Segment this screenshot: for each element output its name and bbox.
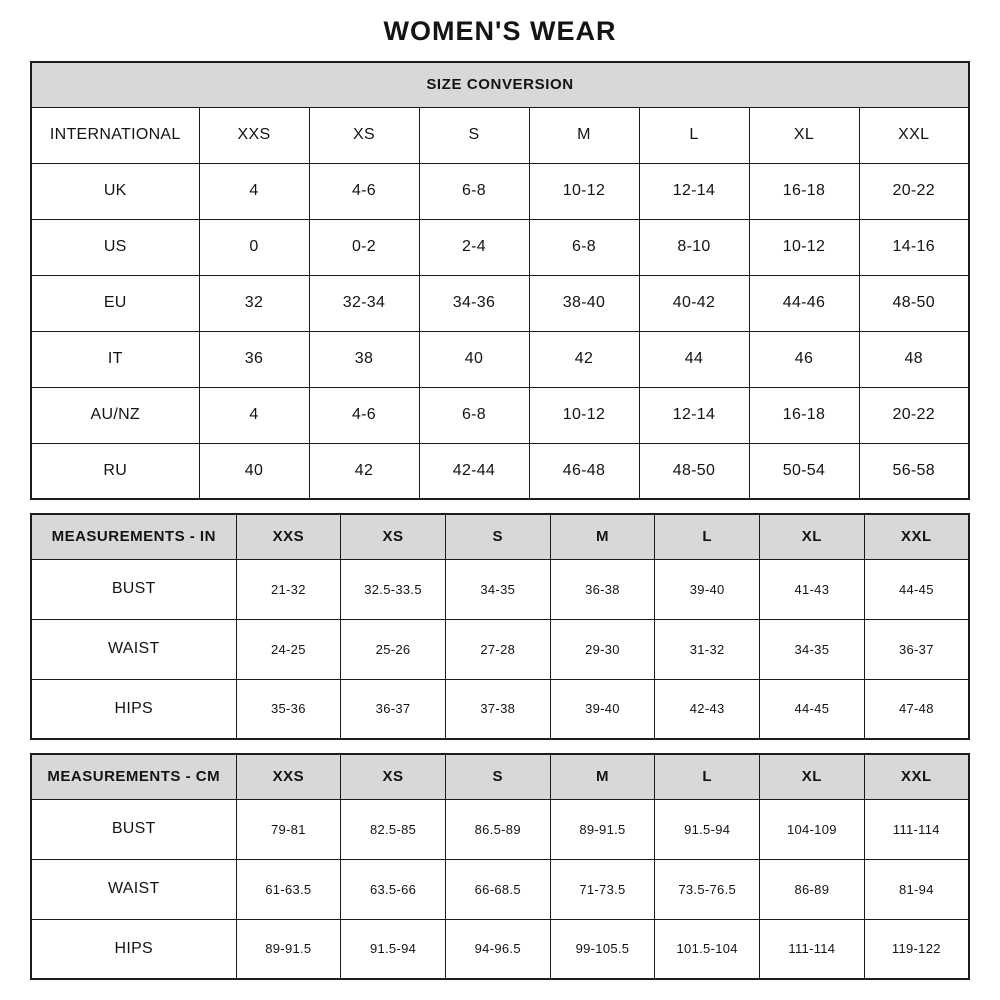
value-cell: 20-22 xyxy=(859,163,969,219)
header-size-cell: XXL xyxy=(864,754,969,799)
value-cell: 36-38 xyxy=(550,559,655,619)
table-row xyxy=(31,559,969,619)
value-cell: 6-8 xyxy=(419,163,529,219)
value-cell: 82.5-85 xyxy=(341,799,446,859)
value-cell: 21-32 xyxy=(236,559,341,619)
value-cell: 73.5-76.5 xyxy=(655,859,760,919)
value-cell: 6-8 xyxy=(419,387,529,443)
row-label: BUST xyxy=(31,799,236,859)
measurements-cm-body xyxy=(31,754,969,979)
value-cell: 0 xyxy=(199,219,309,275)
value-cell: 111-114 xyxy=(760,919,865,979)
value-cell: 66-68.5 xyxy=(445,859,550,919)
row-label: UK xyxy=(31,163,199,219)
row-label: HIPS xyxy=(31,679,236,739)
header-size-cell: L xyxy=(655,754,760,799)
value-cell: 32.5-33.5 xyxy=(341,559,446,619)
value-cell: 86.5-89 xyxy=(445,799,550,859)
value-cell: 46-48 xyxy=(529,443,639,499)
table-row xyxy=(31,859,969,919)
value-cell: 12-14 xyxy=(639,163,749,219)
row-label: WAIST xyxy=(31,619,236,679)
table-row xyxy=(31,219,969,275)
table-header-row xyxy=(31,514,969,559)
row-label: AU/NZ xyxy=(31,387,199,443)
value-cell: 89-91.5 xyxy=(550,799,655,859)
row-label: RU xyxy=(31,443,199,499)
value-cell: 79-81 xyxy=(236,799,341,859)
size-conversion-table xyxy=(30,61,970,500)
header-size-cell: XXL xyxy=(859,107,969,163)
value-cell: 111-114 xyxy=(864,799,969,859)
header-size-cell: S xyxy=(419,107,529,163)
value-cell: 32 xyxy=(199,275,309,331)
row-label: WAIST xyxy=(31,859,236,919)
row-label: IT xyxy=(31,331,199,387)
header-size-cell: XL xyxy=(760,754,865,799)
header-size-cell: XXS xyxy=(236,514,341,559)
header-size-cell: L xyxy=(639,107,749,163)
value-cell: 50-54 xyxy=(749,443,859,499)
table-row xyxy=(31,443,969,499)
measurements-cm-table xyxy=(30,753,970,980)
header-label-cell: MEASUREMENTS - CM xyxy=(31,754,236,799)
value-cell: 44-46 xyxy=(749,275,859,331)
value-cell: 61-63.5 xyxy=(236,859,341,919)
measurements-in-body xyxy=(31,514,969,739)
value-cell: 4-6 xyxy=(309,387,419,443)
value-cell: 8-10 xyxy=(639,219,749,275)
header-size-cell: XL xyxy=(760,514,865,559)
value-cell: 47-48 xyxy=(864,679,969,739)
value-cell: 31-32 xyxy=(655,619,760,679)
value-cell: 56-58 xyxy=(859,443,969,499)
table-row xyxy=(31,275,969,331)
header-size-cell: XXS xyxy=(236,754,341,799)
header-size-cell: M xyxy=(550,754,655,799)
value-cell: 48-50 xyxy=(859,275,969,331)
value-cell: 63.5-66 xyxy=(341,859,446,919)
value-cell: 99-105.5 xyxy=(550,919,655,979)
value-cell: 34-36 xyxy=(419,275,529,331)
table-banner-row xyxy=(31,62,969,107)
header-size-cell: M xyxy=(550,514,655,559)
value-cell: 34-35 xyxy=(760,619,865,679)
value-cell: 32-34 xyxy=(309,275,419,331)
header-size-cell: M xyxy=(529,107,639,163)
table-row xyxy=(31,679,969,739)
header-size-cell: L xyxy=(655,514,760,559)
header-size-cell: XXS xyxy=(199,107,309,163)
value-cell: 39-40 xyxy=(655,559,760,619)
value-cell: 42-43 xyxy=(655,679,760,739)
value-cell: 71-73.5 xyxy=(550,859,655,919)
value-cell: 4 xyxy=(199,387,309,443)
value-cell: 81-94 xyxy=(864,859,969,919)
value-cell: 14-16 xyxy=(859,219,969,275)
table-row xyxy=(31,163,969,219)
value-cell: 12-14 xyxy=(639,387,749,443)
page-title: WOMEN'S WEAR xyxy=(383,16,617,46)
value-cell: 36-37 xyxy=(864,619,969,679)
header-label-cell: INTERNATIONAL xyxy=(31,107,199,163)
value-cell: 16-18 xyxy=(749,387,859,443)
value-cell: 38-40 xyxy=(529,275,639,331)
value-cell: 27-28 xyxy=(445,619,550,679)
header-size-cell: S xyxy=(445,754,550,799)
value-cell: 39-40 xyxy=(550,679,655,739)
value-cell: 91.5-94 xyxy=(655,799,760,859)
value-cell: 36-37 xyxy=(341,679,446,739)
value-cell: 104-109 xyxy=(760,799,865,859)
value-cell: 86-89 xyxy=(760,859,865,919)
value-cell: 29-30 xyxy=(550,619,655,679)
header-size-cell: XXL xyxy=(864,514,969,559)
table-header-row xyxy=(31,107,969,163)
header-size-cell: XS xyxy=(341,754,446,799)
header-size-cell: XL xyxy=(749,107,859,163)
value-cell: 91.5-94 xyxy=(341,919,446,979)
table-row xyxy=(31,619,969,679)
value-cell: 48 xyxy=(859,331,969,387)
value-cell: 16-18 xyxy=(749,163,859,219)
value-cell: 94-96.5 xyxy=(445,919,550,979)
value-cell: 44-45 xyxy=(760,679,865,739)
table-row xyxy=(31,799,969,859)
value-cell: 101.5-104 xyxy=(655,919,760,979)
header-label-cell: MEASUREMENTS - IN xyxy=(31,514,236,559)
value-cell: 40 xyxy=(419,331,529,387)
value-cell: 46 xyxy=(749,331,859,387)
value-cell: 40 xyxy=(199,443,309,499)
value-cell: 0-2 xyxy=(309,219,419,275)
value-cell: 42 xyxy=(529,331,639,387)
value-cell: 4 xyxy=(199,163,309,219)
value-cell: 10-12 xyxy=(749,219,859,275)
value-cell: 37-38 xyxy=(445,679,550,739)
value-cell: 48-50 xyxy=(639,443,749,499)
value-cell: 10-12 xyxy=(529,163,639,219)
value-cell: 119-122 xyxy=(864,919,969,979)
value-cell: 25-26 xyxy=(341,619,446,679)
table-row xyxy=(31,919,969,979)
value-cell: 44 xyxy=(639,331,749,387)
value-cell: 24-25 xyxy=(236,619,341,679)
value-cell: 41-43 xyxy=(760,559,865,619)
header-size-cell: S xyxy=(445,514,550,559)
header-size-cell: XS xyxy=(309,107,419,163)
value-cell: 36 xyxy=(199,331,309,387)
table-row xyxy=(31,331,969,387)
value-cell: 35-36 xyxy=(236,679,341,739)
value-cell: 6-8 xyxy=(529,219,639,275)
table-header-row xyxy=(31,754,969,799)
header-size-cell: XS xyxy=(341,514,446,559)
value-cell: 44-45 xyxy=(864,559,969,619)
row-label: US xyxy=(31,219,199,275)
value-cell: 34-35 xyxy=(445,559,550,619)
table-banner: SIZE CONVERSION xyxy=(31,62,969,107)
value-cell: 4-6 xyxy=(309,163,419,219)
row-label: EU xyxy=(31,275,199,331)
size-conversion-body xyxy=(31,62,969,499)
value-cell: 20-22 xyxy=(859,387,969,443)
value-cell: 40-42 xyxy=(639,275,749,331)
measurements-in-table xyxy=(30,513,970,740)
value-cell: 10-12 xyxy=(529,387,639,443)
value-cell: 2-4 xyxy=(419,219,529,275)
value-cell: 38 xyxy=(309,331,419,387)
row-label: BUST xyxy=(31,559,236,619)
row-label: HIPS xyxy=(31,919,236,979)
value-cell: 42 xyxy=(309,443,419,499)
table-row xyxy=(31,387,969,443)
value-cell: 42-44 xyxy=(419,443,529,499)
value-cell: 89-91.5 xyxy=(236,919,341,979)
